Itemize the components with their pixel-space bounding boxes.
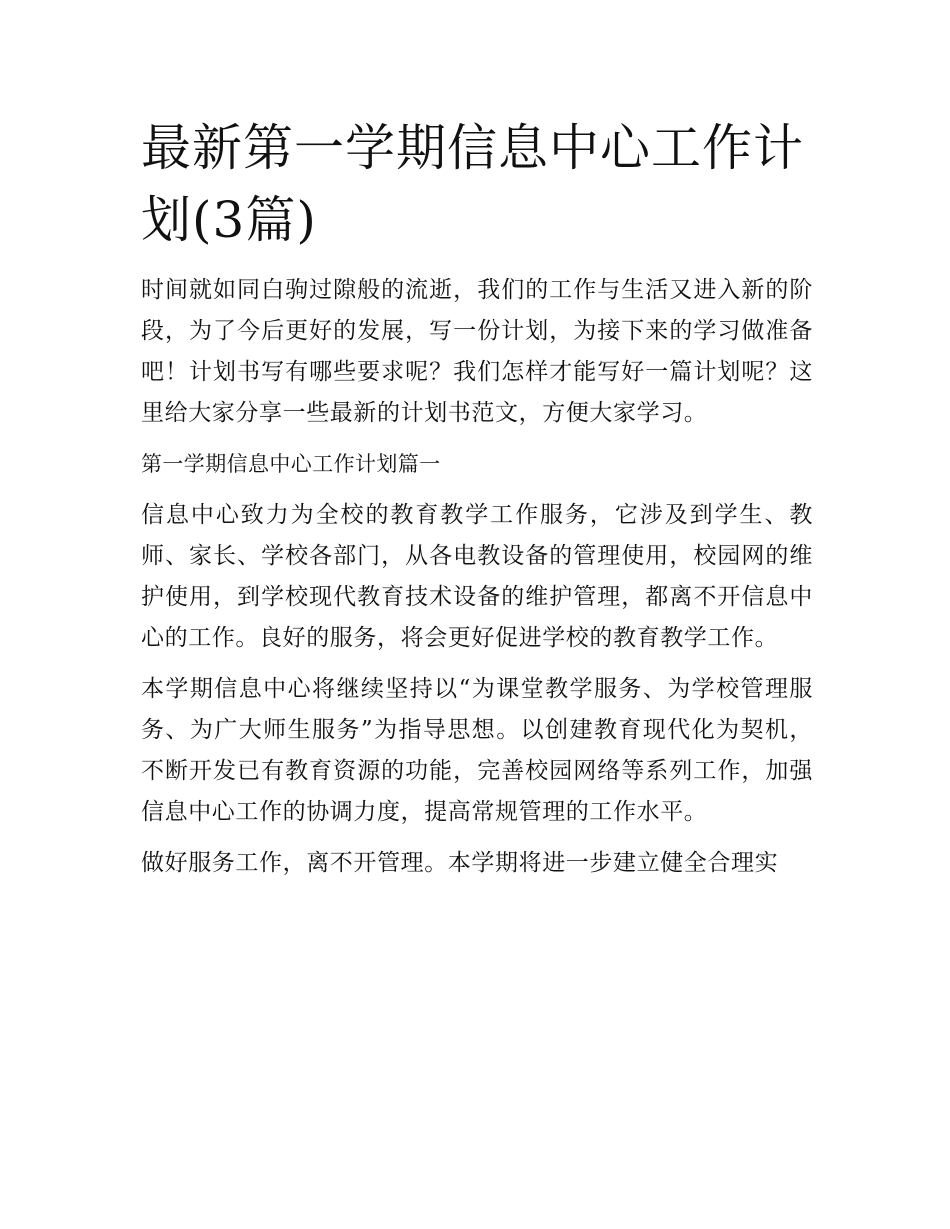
body-paragraph-1: 信息中心致力为全校的教育教学工作服务，它涉及到学生、教师、家长、学校各部门，从各电教设备的管理使用，校园网的维护使用，到学校现代教育技术设备的维护管理，都离不开信息中心的工作。良好的服务，将会更好促进学校的教育教学工作。 — [141, 502, 813, 651]
document-title: 最新第一学期信息中心工作计划(3篇) — [141, 119, 804, 249]
section-heading: 第一学期信息中心工作计划篇一 — [141, 452, 441, 476]
body-paragraph-3: 做好服务工作，离不开管理。本学期将进一步建立健全合理实 — [141, 850, 779, 876]
body-paragraph-2: 本学期信息中心将继续坚持以“为课堂教学服务、为学校管理服务、为广大师生服务”为指导思想。以创建教育现代化为契机，不断开发已有教育资源的功能，完善校园网络等系列工作，加强信息中心工作的协调力度，提高常规管理的工作水平。 — [141, 676, 813, 825]
intro-paragraph: 时间就如同白驹过隙般的流逝，我们的工作与生活又进入新的阶段，为了今后更好的发展，写一份计划，为接下来的学习做准备吧！计划书写有哪些要求呢？我们怎样才能写好一篇计划呢？这里给大家分享一些最新的计划书范文，方便大家学习。 — [141, 277, 813, 426]
document-page — [141, 112, 813, 884]
